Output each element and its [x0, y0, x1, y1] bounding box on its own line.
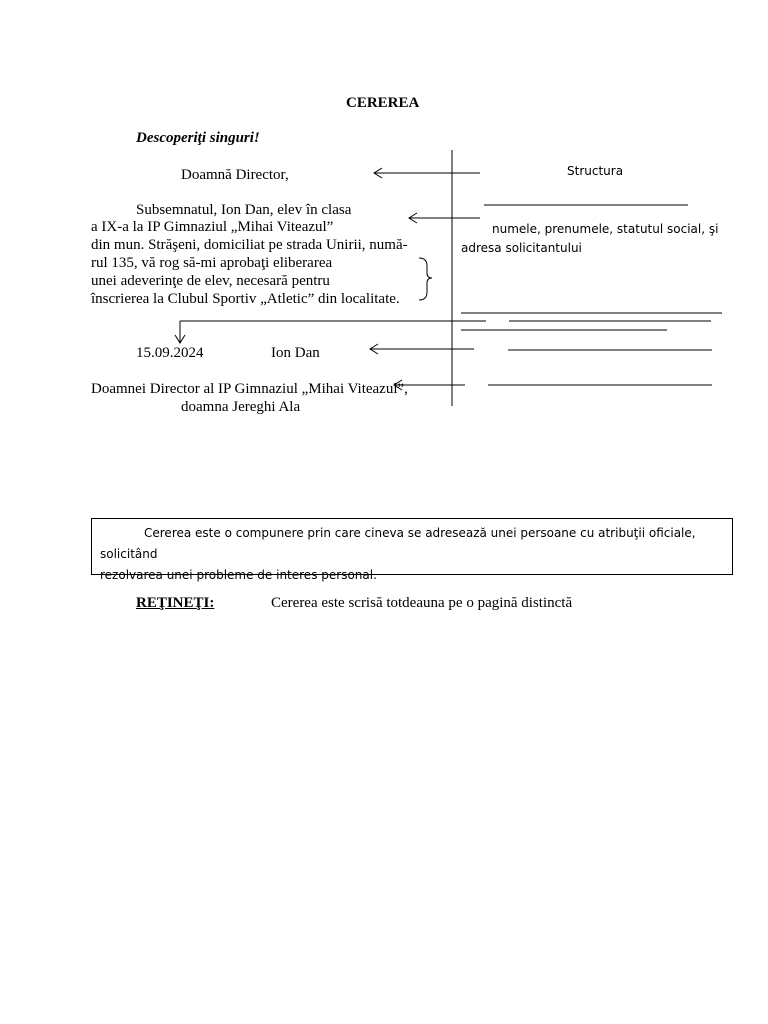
structure-label-line-1: numele, prenumele, statutul social, şi	[492, 222, 719, 236]
curly-brace-icon	[419, 258, 432, 300]
addressee-line-1: Doamnei Director al IP Gimnaziul „Mihai Viteazul”,	[91, 381, 408, 397]
body-line-4: rul 135, vă rog să-mi aprobaţi eliberarea	[91, 255, 333, 271]
date: 15.09.2024	[136, 345, 204, 361]
body-line-2: a IX-a la IP Gimnaziul „Mihai Viteazul”	[91, 219, 334, 235]
body-line-3: din mun. Străşeni, domiciliat pe strada Unirii, numă-	[91, 237, 408, 253]
structure-label-line-2: adresa solicitantului	[461, 241, 582, 255]
document-title: CEREREA	[346, 95, 420, 111]
arrow-left-icon	[374, 168, 382, 178]
signature: Ion Dan	[271, 345, 320, 361]
body-line-1: Subsemnatul, Ion Dan, elev în clasa	[136, 202, 352, 218]
reminder-text: Cererea este scrisă totdeauna pe o pagină distinctă	[271, 595, 573, 611]
addressee-line-2: doamna Jereghi Ala	[181, 399, 301, 415]
body-line-5: unei adeverinţe de elev, necesară pentru	[91, 273, 330, 289]
definition-line-2: rezolvarea unei probleme de interes personal.	[100, 568, 377, 582]
structure-heading: Structura	[567, 164, 624, 178]
body-line-6: înscrierea la Clubul Sportiv „Atletic” din localitate.	[91, 291, 400, 307]
arrow-down-icon	[175, 335, 185, 343]
arrow-left-icon	[409, 213, 417, 223]
reminder-label: REŢINEŢI:	[136, 595, 215, 611]
salutation: Doamnă Director,	[181, 167, 289, 183]
definition-text-1: Cererea este o compunere prin care cineva se adresează unei persoane cu atribuţii oficiale, solicitând	[100, 526, 696, 561]
definition-line-1	[100, 523, 724, 565]
arrow-left-icon	[370, 344, 378, 354]
definition-box	[91, 518, 733, 582]
document-subtitle: Descoperiţi singuri!	[136, 130, 260, 146]
